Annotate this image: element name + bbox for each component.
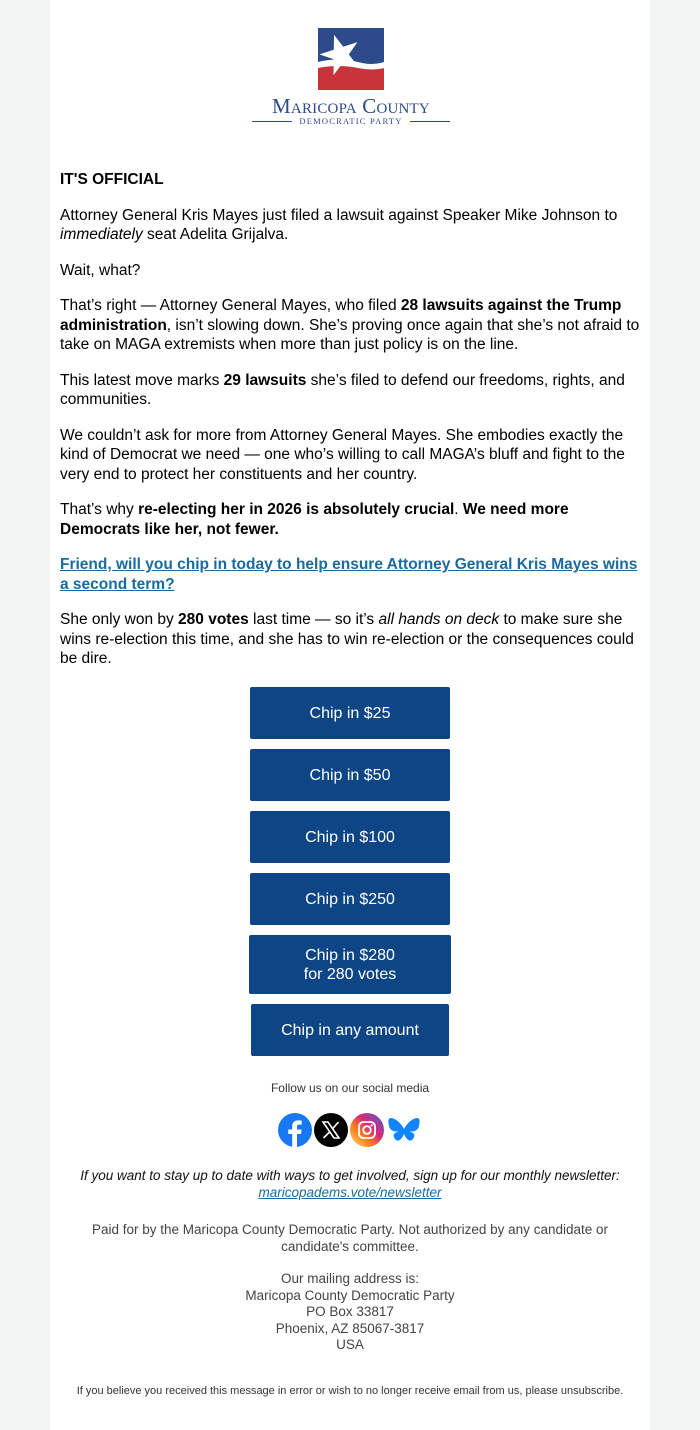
chip-in-50-button[interactable]: Chip in $50 — [250, 749, 450, 801]
social-label: Follow us on our social media — [270, 1081, 430, 1095]
newsletter-text: If you want to stay up to date with ways to get involved, sign up for our monthly newsletter: maricopadems.vote/newsletter — [80, 1168, 620, 1200]
address-line-2: PO Box 33817 — [306, 1304, 394, 1319]
chip-in-25-button[interactable]: Chip in $25 — [250, 687, 450, 739]
x-icon[interactable] — [314, 1113, 348, 1147]
mailing-address — [70, 1271, 630, 1354]
logo-subtitle: DEMOCRATIC PARTY — [299, 116, 403, 126]
paragraph-embodies: We couldn’t ask for more from Attorney General Mayes. She embodies exactly the kind of Democrat we need — one who’s willing to call MAGA’s bluff and fight to the very end to protect her constituents and her country. — [60, 426, 625, 483]
logo-name: Maricopa County — [272, 94, 430, 118]
address-line-4: USA — [336, 1337, 364, 1352]
instagram-icon[interactable] — [350, 1113, 384, 1147]
paragraph-link — [60, 555, 642, 594]
newsletter-link[interactable]: maricopadems.vote/newsletter — [258, 1185, 442, 1200]
paragraph-reelect: That’s why re-electing her in 2026 is absolutely crucial. We need more Democrats like her, not fewer. — [60, 501, 569, 538]
chip-in-280-line2: for 280 votes — [303, 965, 397, 983]
paragraph-280-votes: She only won by 280 votes last time — so it’s all hands on deck to make sure she wins re-election this time, and she has to win re-election or the consequences could be dire. — [60, 611, 634, 667]
paragraph-29-lawsuits: This latest move marks 29 lawsuits she’s filed to defend our freedoms, rights, and communities. — [60, 371, 625, 408]
email-body — [60, 170, 642, 685]
unsubscribe-text: If you believe you received this message in error or wish to no longer receive email from us, please unsubscribe. — [76, 1385, 624, 1397]
chip-in-250-button[interactable]: Chip in $250 — [250, 873, 450, 925]
chip-in-280-line1: Chip in $280 — [305, 946, 395, 964]
facebook-icon[interactable] — [278, 1113, 312, 1147]
bluesky-icon[interactable] — [387, 1113, 421, 1147]
address-line-3: Phoenix, AZ 85067-3817 — [275, 1320, 425, 1336]
chip-in-any-amount-button[interactable]: Chip in any amount — [251, 1004, 449, 1056]
paid-for-disclaimer: Paid for by the Maricopa County Democratic Party. Not authorized by any candidate or candidate's committee. — [91, 1222, 608, 1254]
logo-rule-right — [410, 121, 450, 122]
mailing-label: Our mailing address is: — [280, 1271, 420, 1286]
party-logo[interactable] — [250, 28, 452, 128]
address-line-1: Maricopa County Democratic Party — [245, 1287, 455, 1303]
chip-in-280-button[interactable] — [249, 935, 451, 994]
donate-link[interactable]: Friend, will you chip in today to help ensure Attorney General Kris Mayes wins a second term? — [60, 556, 638, 593]
paragraph-thats-right: That’s right — Attorney General Mayes, who filed 28 lawsuits against the Trump administration, isn’t slowing down. She’s proving once again that she’s not afraid to take on MAGA extremists when more than just policy is on the line. — [60, 297, 640, 353]
paragraph-wait: Wait, what? — [60, 261, 141, 279]
star-logo-icon — [318, 28, 384, 90]
email-heading: IT'S OFFICIAL — [60, 171, 164, 188]
email-card — [50, 0, 650, 1430]
chip-in-100-button[interactable]: Chip in $100 — [250, 811, 450, 863]
paragraph-lawsuit: Attorney General Kris Mayes just filed a lawsuit against Speaker Mike Johnson to immediately seat Adelita Grijalva. — [60, 206, 618, 243]
social-icons — [278, 1113, 424, 1149]
